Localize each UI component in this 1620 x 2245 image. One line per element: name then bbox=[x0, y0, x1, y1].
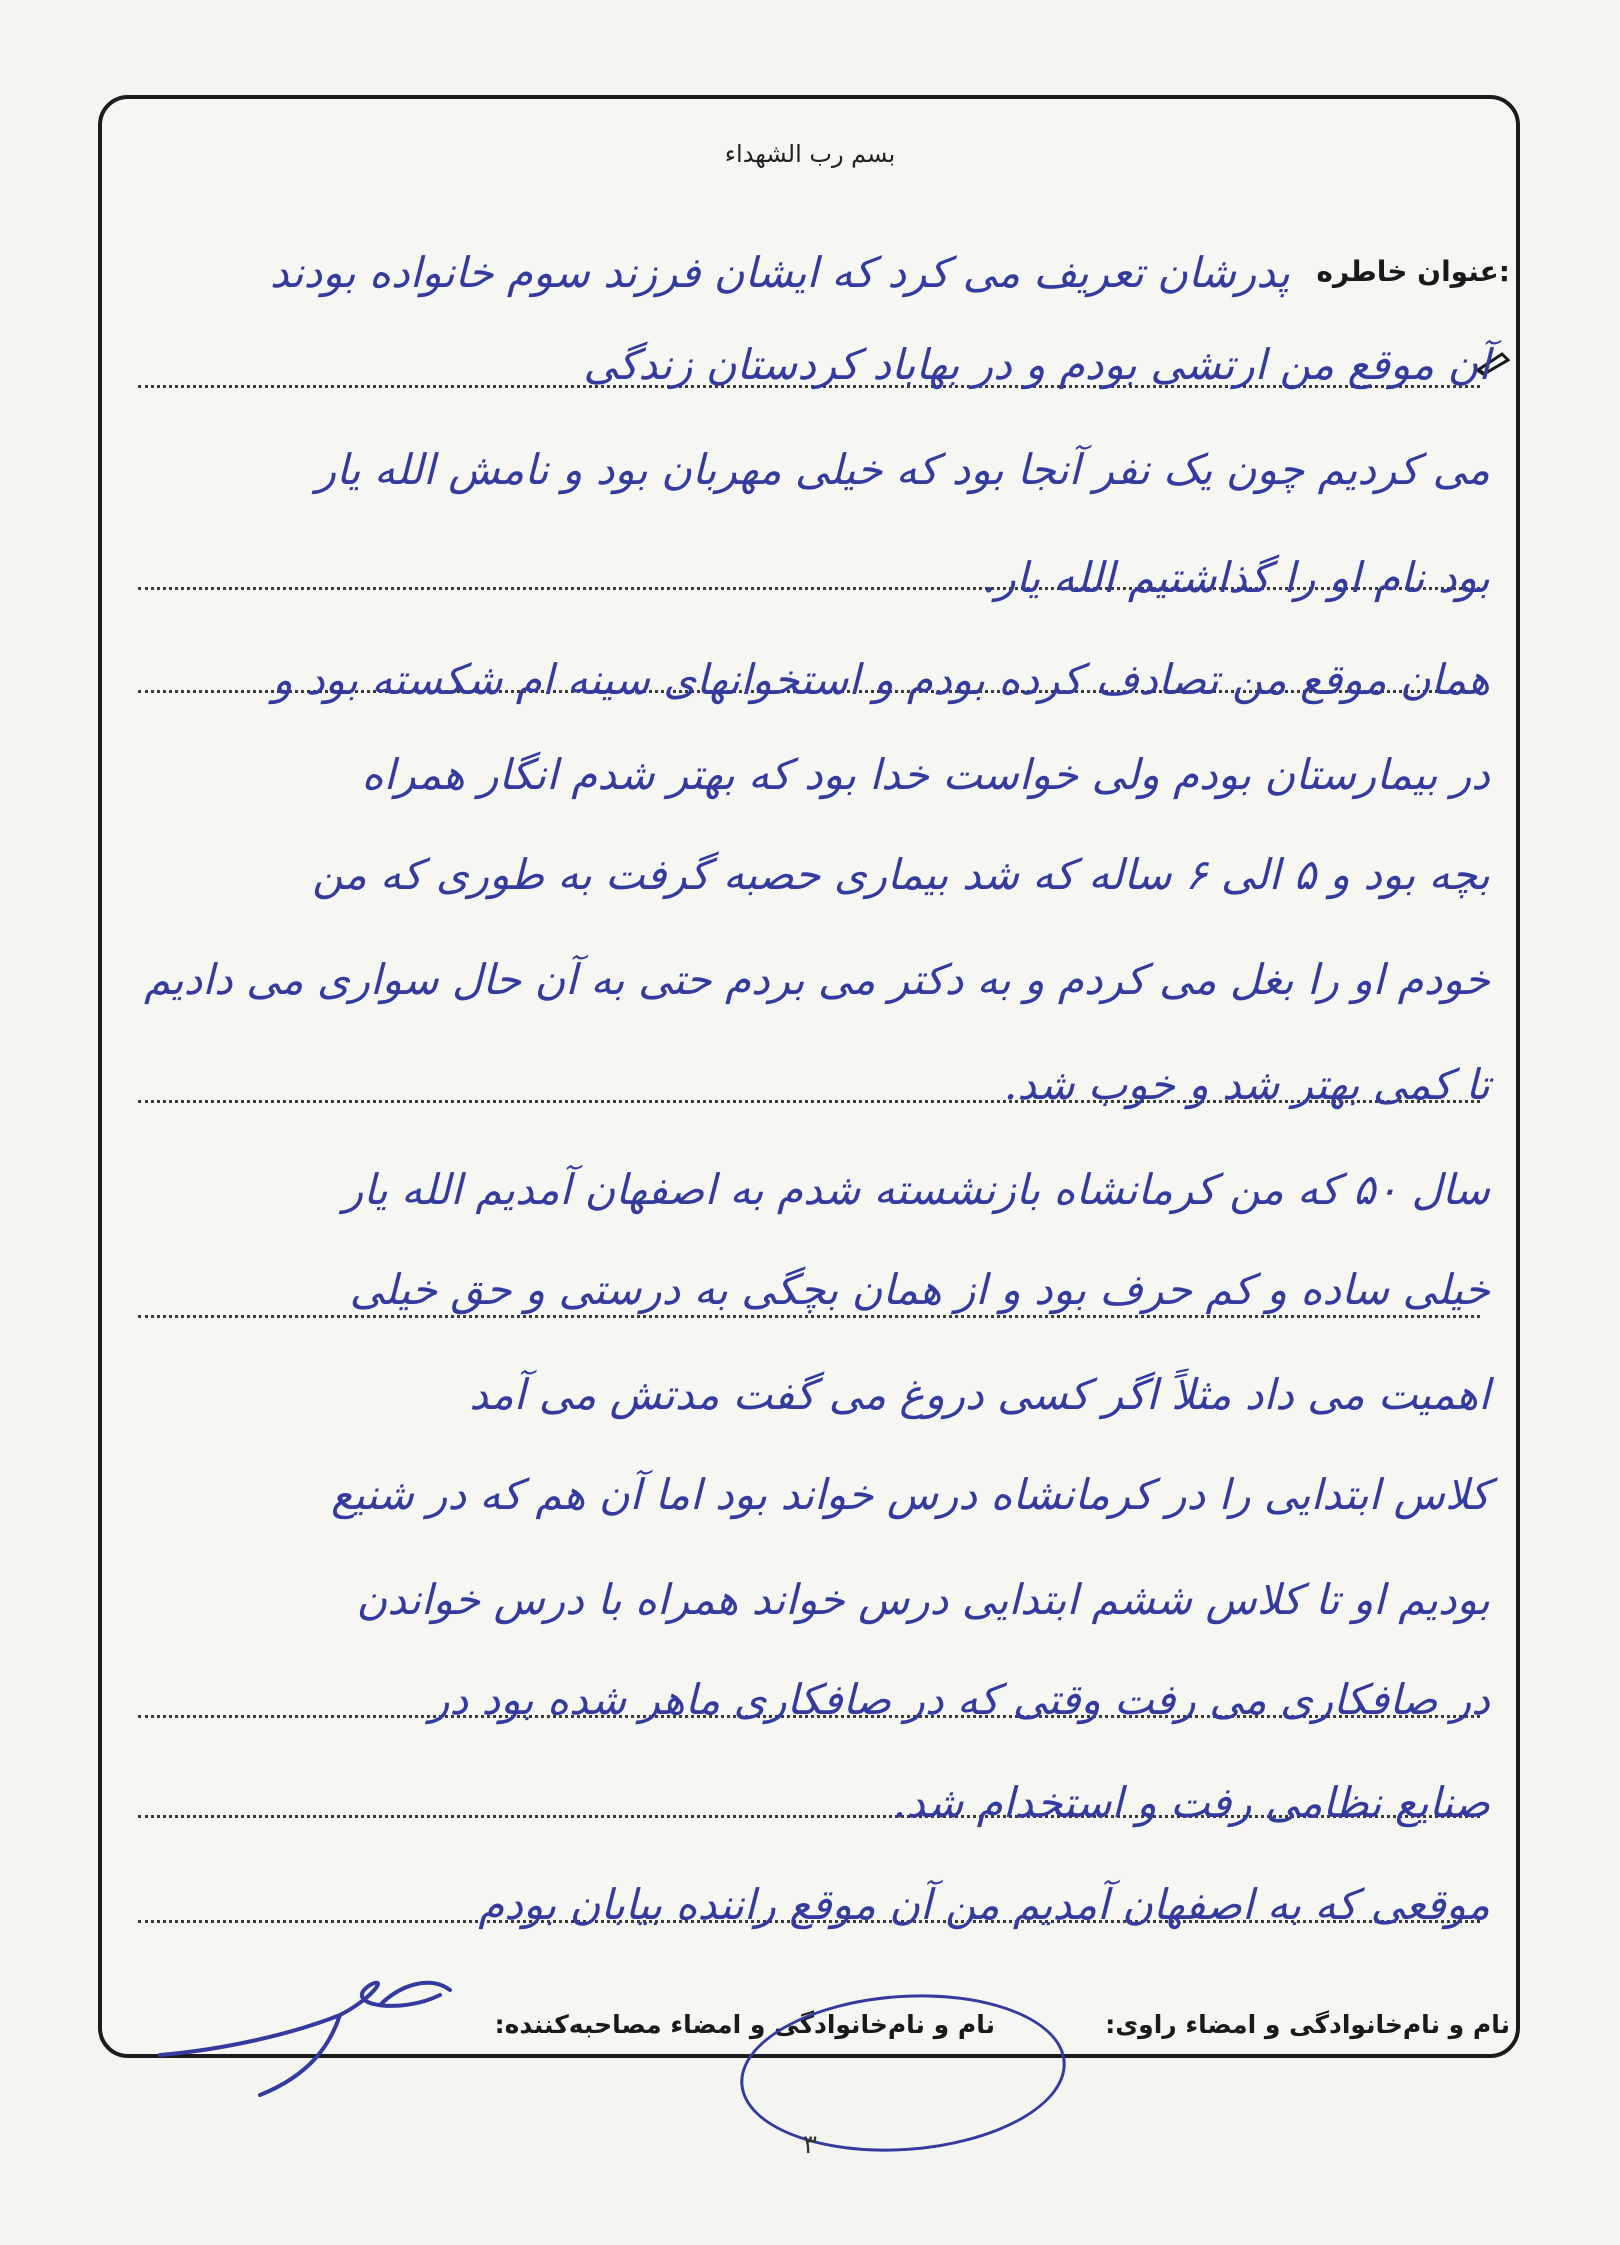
memoir-line: خودم او را بغل می کردم و به دکتر می بردم حتی به آن حال سواری می دادیم bbox=[143, 955, 1490, 1004]
memoir-line: آن موقع من ارتشی بودم و در بهاباد کردستان زندگی bbox=[583, 340, 1490, 389]
narrator-signature bbox=[140, 1955, 470, 2115]
memoir-line: صنایع نظامی رفت و استخدام شد. bbox=[892, 1778, 1490, 1827]
memoir-line: پدرشان تعریف می کرد که ایشان فرزند سوم خانواده بودند bbox=[269, 248, 1290, 297]
narrator-signature-label: نام و نام‌خانوادگی و امضاء راوی: bbox=[1105, 2010, 1510, 2039]
memoir-line: موقعی که به اصفهان آمدیم من آن موقع راننده بیابان بودم bbox=[478, 1880, 1490, 1929]
memoir-line: در بیمارستان بودم ولی خواست خدا بود که بهتر شدم انگار همراه bbox=[361, 750, 1490, 799]
memoir-title-label: عنوان خاطره: bbox=[1316, 255, 1510, 288]
memoir-line: بچه بود و ۵ الی ۶ ساله که شد بیماری حصبه گرفت به طوری که من bbox=[312, 850, 1490, 899]
memoir-line: همان موقع من تصادف کرده بودم و استخوانهای سینه ام شکسته بود و bbox=[272, 655, 1490, 704]
memoir-line: بود نام او را گذاشتیم الله یار. bbox=[982, 553, 1490, 602]
memoir-line: می کردیم چون یک نفر آنجا بود که خیلی مهربان بود و نامش الله یار bbox=[315, 445, 1490, 494]
memoir-line: در صافکاری می رفت وقتی که در صافکاری ماهر شده بود در bbox=[429, 1675, 1490, 1724]
memoir-line: تا کمی بهتر شد و خوب شد. bbox=[1003, 1060, 1490, 1109]
memoir-line: خیلی ساده و کم حرف بود و از همان بچگی به درستی و حق خیلی bbox=[349, 1265, 1490, 1314]
interviewer-signature-label: نام و نام‌خانوادگی و امضاء مصاحبه‌کننده: bbox=[494, 2010, 995, 2039]
memoir-line: بودیم او تا کلاس ششم ابتدایی درس خواند همراه با درس خواندن bbox=[356, 1575, 1490, 1624]
memoir-line: کلاس ابتدایی را در کرمانشاه درس خواند بود اما آن هم که در شنیع bbox=[330, 1470, 1490, 1519]
page-header-title: بسم رب الشهداء bbox=[724, 140, 896, 168]
ruled-line bbox=[138, 1315, 1480, 1318]
page-number: ۳ bbox=[803, 2130, 817, 2160]
memoir-line: سال ۵۰ که من کرمانشاه بازنشسته شدم به اصفهان آمدیم الله یار bbox=[342, 1165, 1490, 1214]
memoir-line: اهمیت می داد مثلاً اگر کسی دروغ می گفت مدتش می آمد bbox=[469, 1370, 1490, 1419]
